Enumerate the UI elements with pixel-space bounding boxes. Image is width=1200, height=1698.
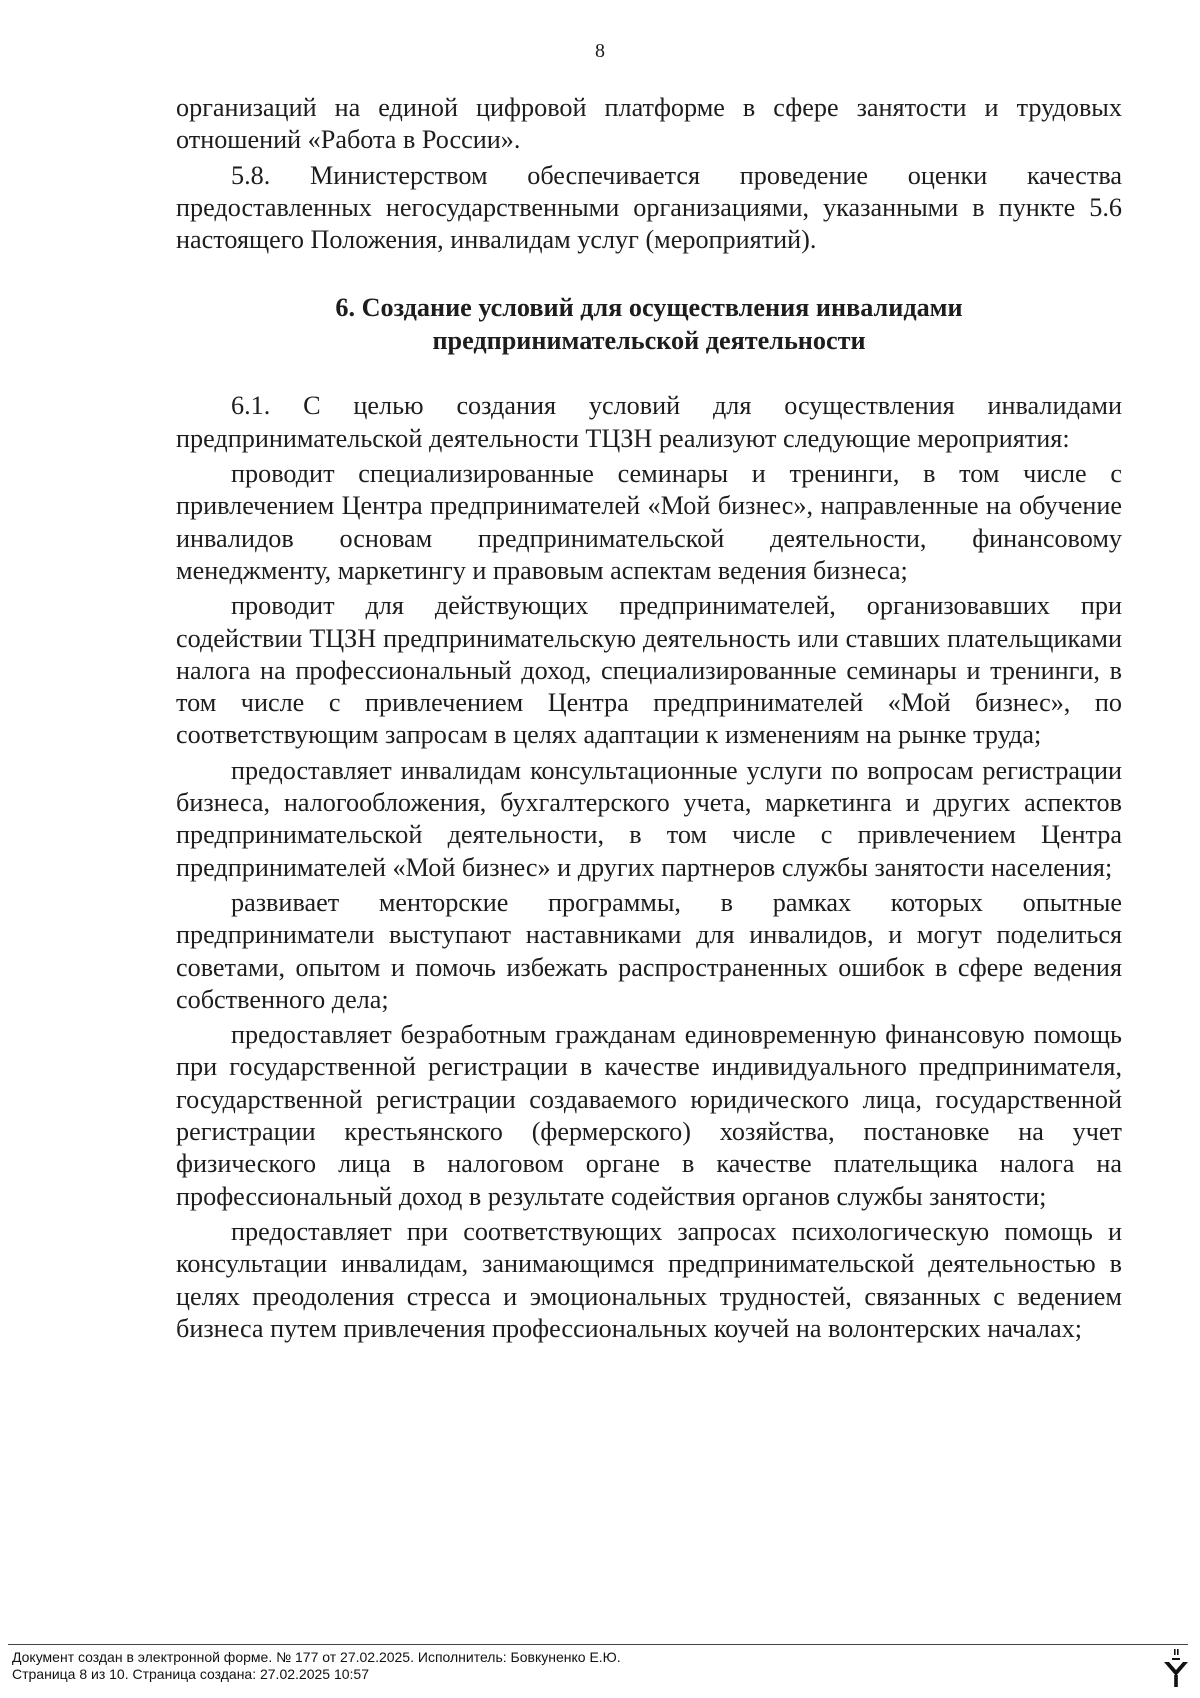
footer-line-page: Страница 8 из 10. Страница создана: 27.02.2025 10:57 (12, 1666, 369, 1682)
section-heading-line-1: 6. Создание условий для осуществления инвалидами (335, 293, 963, 323)
footer-divider (8, 1644, 1188, 1645)
document-body (176, 92, 1122, 1348)
list-item: проводит для действующих предпринимателей, организовавших при содействии ТЦЗН предпринимательскую деятельность или ставших плательщиками налога на профессиональный доход, специализированные семинары и тренинги, в том числе с привлечением Центра предпринимателей «Мой бизнес», по соответствующим запросам в целях адаптации к изменениям на рынке труда; (176, 591, 1122, 750)
section-heading-line-2: предпринимательской деятельности (432, 325, 866, 355)
document-system-logo-icon (1163, 1648, 1189, 1688)
paragraph-continuation: организаций на единой цифровой платформе в сфере занятости и трудовых отношений «Работа в России». (176, 93, 1122, 155)
paragraph-6-1: 6.1. С целью создания условий для осуществления инвалидами предпринимательской деятельности ТЦЗН реализуют следующие мероприятия: (176, 391, 1122, 453)
footer-line-document: Документ создан в электронной форме. № 177 от 27.02.2025. Исполнитель: Бовкуненко Е.Ю. (12, 1649, 621, 1665)
list-item: проводит специализированные семинары и тренинги, в том числе с привлечением Центра предпринимателей «Мой бизнес», направленные на обучение инвалидов основам предпринимательской деятельности, финансовому менеджменту, маркетингу и правовым аспектам ведения бизнеса; (176, 459, 1122, 585)
footer-text (12, 1649, 621, 1683)
page-footer (0, 1636, 1200, 1698)
list-item: предоставляет инвалидам консультационные услуги по вопросам регистрации бизнеса, налогообложения, бухгалтерского учета, маркетинга и других аспектов предпринимательской деятельности, в том числе с привлечением Центра предпринимателей «Мой бизнес» и других партнеров службы занятости населения; (176, 755, 1122, 882)
section-heading (176, 292, 1122, 357)
list-item: предоставляет безработным гражданам единовременную финансовую помощь при государственной регистрации в качестве индивидуального предпринимателя, государственной регистрации создаваемого юридического лица, государственной регистрации крестьянского (фермерского) хозяйства, постановке на учет физического лица в налоговом органе в качестве плательщика налога на профессиональный доход в результате содействия органов службы занятости; (176, 1020, 1122, 1211)
page-number: 8 (595, 40, 605, 62)
paragraph-5-8: 5.8. Министерством обеспечивается проведение оценки качества предоставленных негосударственными организациями, указанными в пункте 5.6 настоящего Положения, инвалидам услуг (мероприятий). (176, 160, 1122, 255)
list-item: развивает менторские программы, в рамках которых опытные предприниматели выступают наставниками для инвалидов, и могут поделиться советами, опытом и помочь избежать распространенных ошибок в сфере ведения собственного дела; (176, 887, 1122, 1014)
list-item: предоставляет при соответствующих запросах психологическую помощь и консультации инвалидам, занимающимся предпринимательской деятельностью в целях преодоления стресса и эмоциональных трудностей, связанных с ведением бизнеса путем привлечения профессиональных коучей на волонтерских началах; (176, 1216, 1122, 1343)
